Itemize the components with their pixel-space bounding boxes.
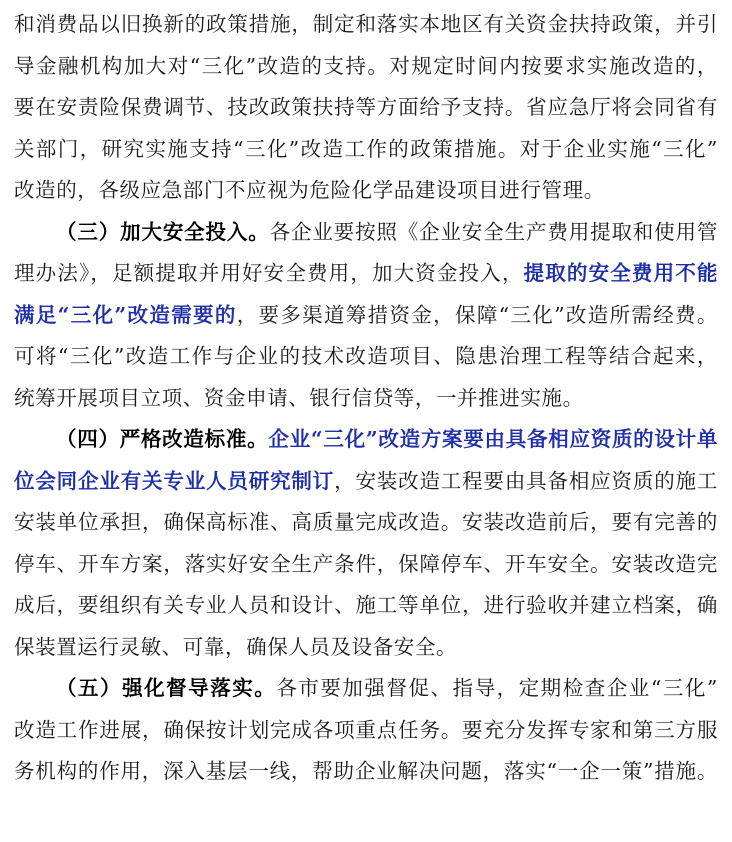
text-line [14, 295, 718, 337]
text-line [14, 419, 718, 461]
text-line: 保装置运行灵敏、可靠，确保人员及设备安全。 [14, 634, 458, 659]
text-line: 统筹开展项目立项、资金申请、银行信贷等，一并推进实施。 [14, 385, 584, 410]
text-segment: ，安装改造工程要由具备相应资质的施工 [334, 468, 718, 493]
text-line [14, 253, 718, 295]
highlighted-text: 企业“三化”改造方案要由具备相应资质的设计单 [268, 427, 718, 451]
text-line [14, 461, 718, 503]
section-strengthen-supervision [14, 668, 718, 793]
highlighted-text: 提取的安全费用不能 [523, 261, 718, 285]
text-segment: 各市要加强督促、指导，定期检查企业“三化” [276, 676, 718, 700]
text-line: 务机构的作用，深入基层一线，帮助企业解决问题，落实“一企一策”措施。 [14, 759, 718, 783]
text-segment: 理办法》，足额提取并用好安全费用，加大资金投入， [14, 261, 524, 285]
text-line [14, 212, 718, 254]
section-heading: （四）严格改造标准。 [56, 427, 269, 451]
highlighted-text: 位会同企业有关专业人员研究制订 [14, 468, 335, 493]
document-page [14, 4, 718, 793]
text-line: 导金融机构加大对“三化”改造的支持。对规定时间内按要求实施改造的， [14, 53, 718, 78]
text-line: 安装单位承担，确保高标准、高质量完成改造。安装改造前后，要有完善的 [14, 510, 718, 534]
text-line: 可将“三化”改造工作与企业的技术改造项目、隐患治理工程等结合起来， [14, 344, 718, 368]
section-heading: （三）加大安全投入。 [56, 219, 270, 244]
section-increase-safety-investment [14, 212, 718, 420]
text-line: 和消费品以旧换新的政策措施，制定和落实本地区有关资金扶持政策，并引 [14, 12, 718, 36]
section-heading: （五）强化督导落实。 [56, 676, 277, 700]
text-segment: 各企业要按照《企业安全生产费用提取和使用管 [269, 219, 718, 244]
highlighted-text: 满足“三化”改造需要的 [14, 302, 237, 327]
section-strict-standards [14, 419, 718, 668]
text-line: 停车、开车方案，落实好安全生产条件，保障停车、开车安全。安装改造完 [14, 551, 718, 576]
text-line [14, 668, 718, 710]
text-line: 关部门，研究实施支持“三化”改造工作的政策措施。对于企业实施“三化” [14, 136, 718, 161]
paragraph-policy-support [14, 4, 718, 212]
text-line: 要在安责险保费调节、技改政策扶持等方面给予支持。省应急厅将会同省有 [14, 95, 718, 119]
text-line: 改造的，各级应急部门不应视为危险化学品建设项目进行管理。 [14, 178, 605, 202]
text-line: 成后，要组织有关专业人员和设计、施工等单位，进行验收并建立档案，确 [14, 593, 718, 617]
text-line: 改造工作进展，确保按计划完成各项重点任务。要充分发挥专家和第三方服 [14, 717, 718, 742]
text-segment: ，要多渠道筹措资金，保障“三化”改造所需经费。 [236, 302, 718, 327]
